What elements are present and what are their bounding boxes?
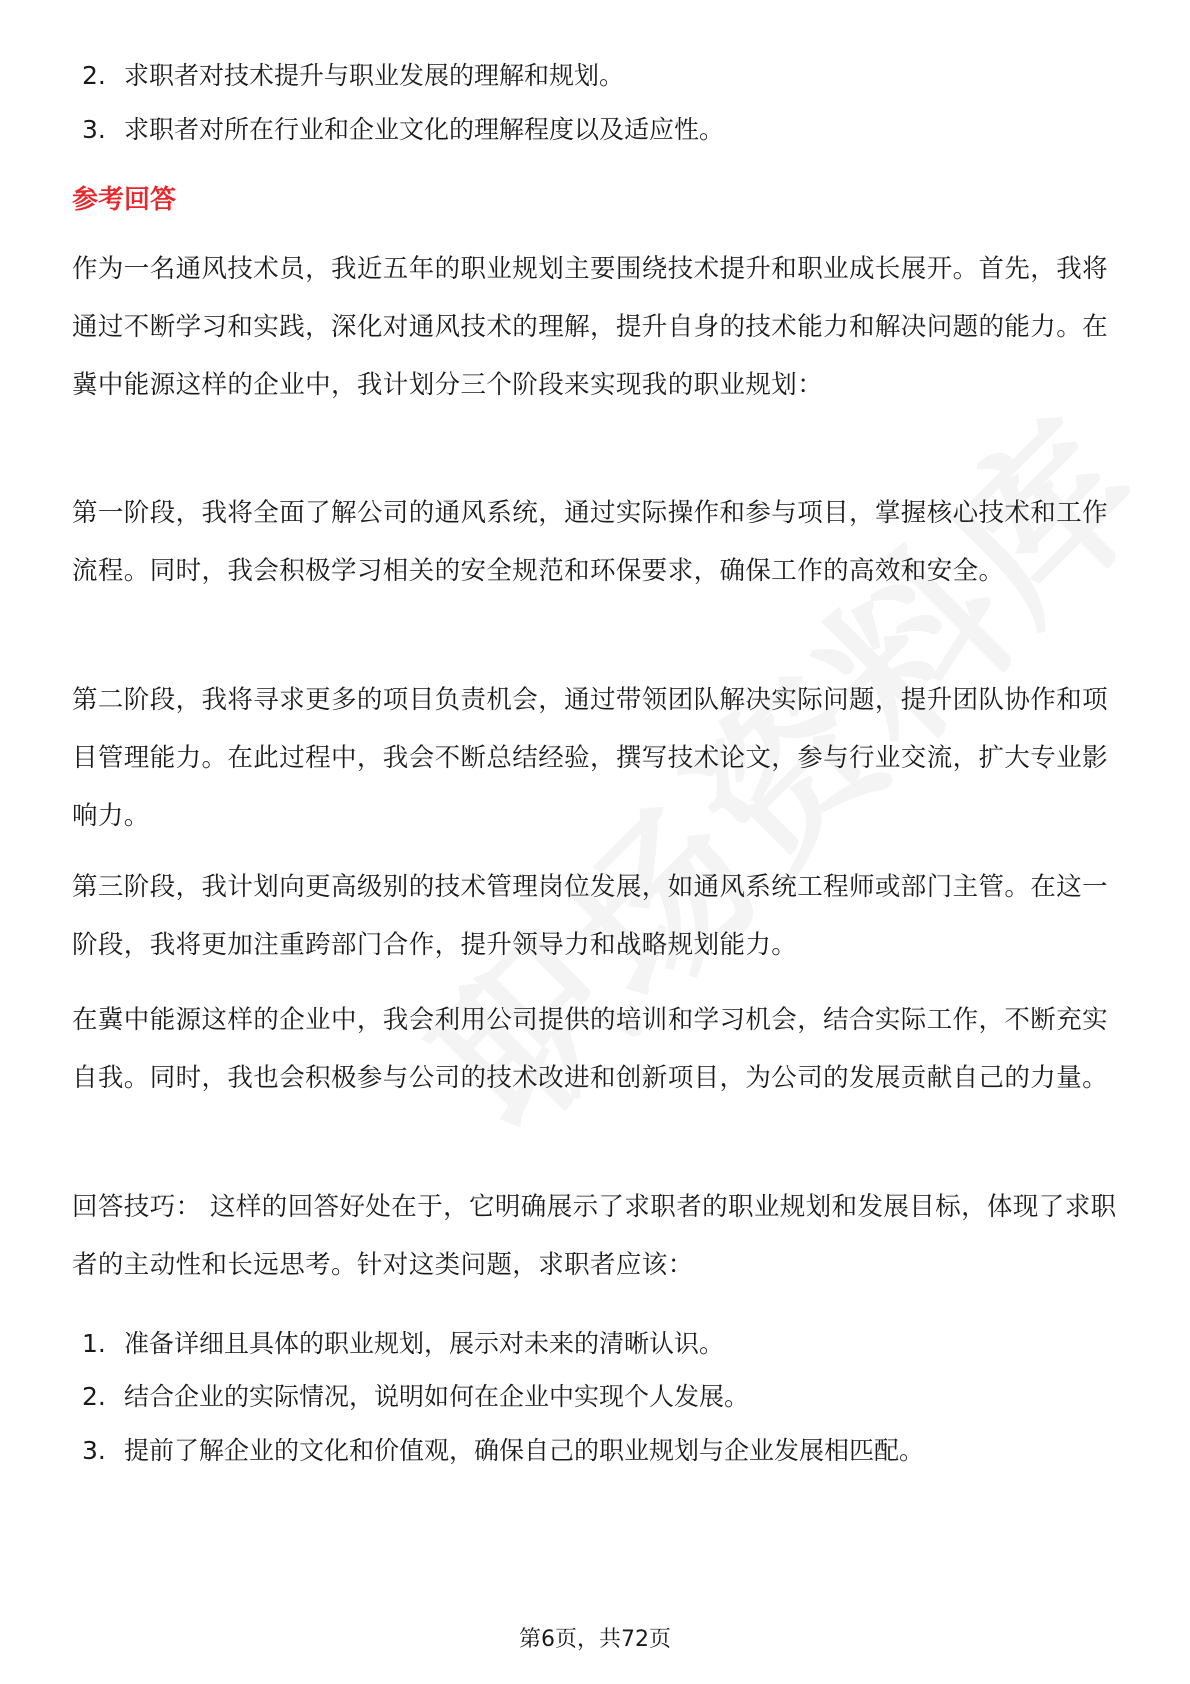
paragraph-answer-tips: 回答技巧： 这样的回答好处在于，它明确展示了求职者的职业规划和发展目标，体现了求职者的主动性和长远思考。针对这类问题，求职者应该： <box>72 1192 1117 1280</box>
list-number: 3. <box>82 1436 106 1465</box>
paragraph-stage-two: 第二阶段，我将寻求更多的项目负责机会，通过带领团队解决实际问题，提升团队协作和项目管理能力。在此过程中，我会不断总结经验，撰写技术论文，参与行业交流，扩大专业影响力。 <box>72 685 1109 831</box>
list-number: 1. <box>82 1329 106 1358</box>
list-text: 准备详细且具体的职业规划，展示对未来的清晰认识。 <box>124 1329 725 1358</box>
paragraph-intro: 作为一名通风技术员，我近五年的职业规划主要围绕技术提升和职业成长展开。首先，我将通过不断学习和实践，深化对通风技术的理解，提升自身的技术能力和解决问题的能力。在冀中能源这样的企业中，我计划分三个阶段来实现我的职业规划： <box>72 254 1109 400</box>
list-item <box>82 110 724 150</box>
list-text: 提前了解企业的文化和价值观，确保自己的职业规划与企业发展相匹配。 <box>124 1436 925 1465</box>
list-number: 2. <box>82 61 106 90</box>
paragraph-stage-three: 第三阶段，我计划向更高级别的技术管理岗位发展，如通风系统工程师或部门主管。在这一阶段，我将更加注重跨部门合作，提升领导力和战略规划能力。 <box>72 872 1109 960</box>
list-text: 求职者对所在行业和企业文化的理解程度以及适应性。 <box>124 115 725 144</box>
list-number: 3. <box>82 115 106 144</box>
reference-answer-heading: 参考回答 <box>72 185 177 215</box>
list-item <box>82 1324 724 1364</box>
paragraph-stage-one: 第一阶段，我将全面了解公司的通风系统，通过实际操作和参与项目，掌握核心技术和工作流程。同时，我会积极学习相关的安全规范和环保要求，确保工作的高效和安全。 <box>72 498 1109 586</box>
page-footer: 第6页，共72页 <box>519 1627 671 1652</box>
list-text: 结合企业的实际情况，说明如何在企业中实现个人发展。 <box>124 1382 750 1411</box>
list-number: 2. <box>82 1382 106 1411</box>
list-item <box>82 1377 749 1417</box>
paragraph-company: 在冀中能源这样的企业中，我会利用公司提供的培训和学习机会，结合实际工作，不断充实自我。同时，我也会积极参与公司的技术改进和创新项目，为公司的发展贡献自己的力量。 <box>72 1005 1109 1093</box>
list-item <box>82 1431 924 1471</box>
list-item <box>82 56 624 96</box>
list-text: 求职者对技术提升与职业发展的理解和规划。 <box>124 61 625 90</box>
